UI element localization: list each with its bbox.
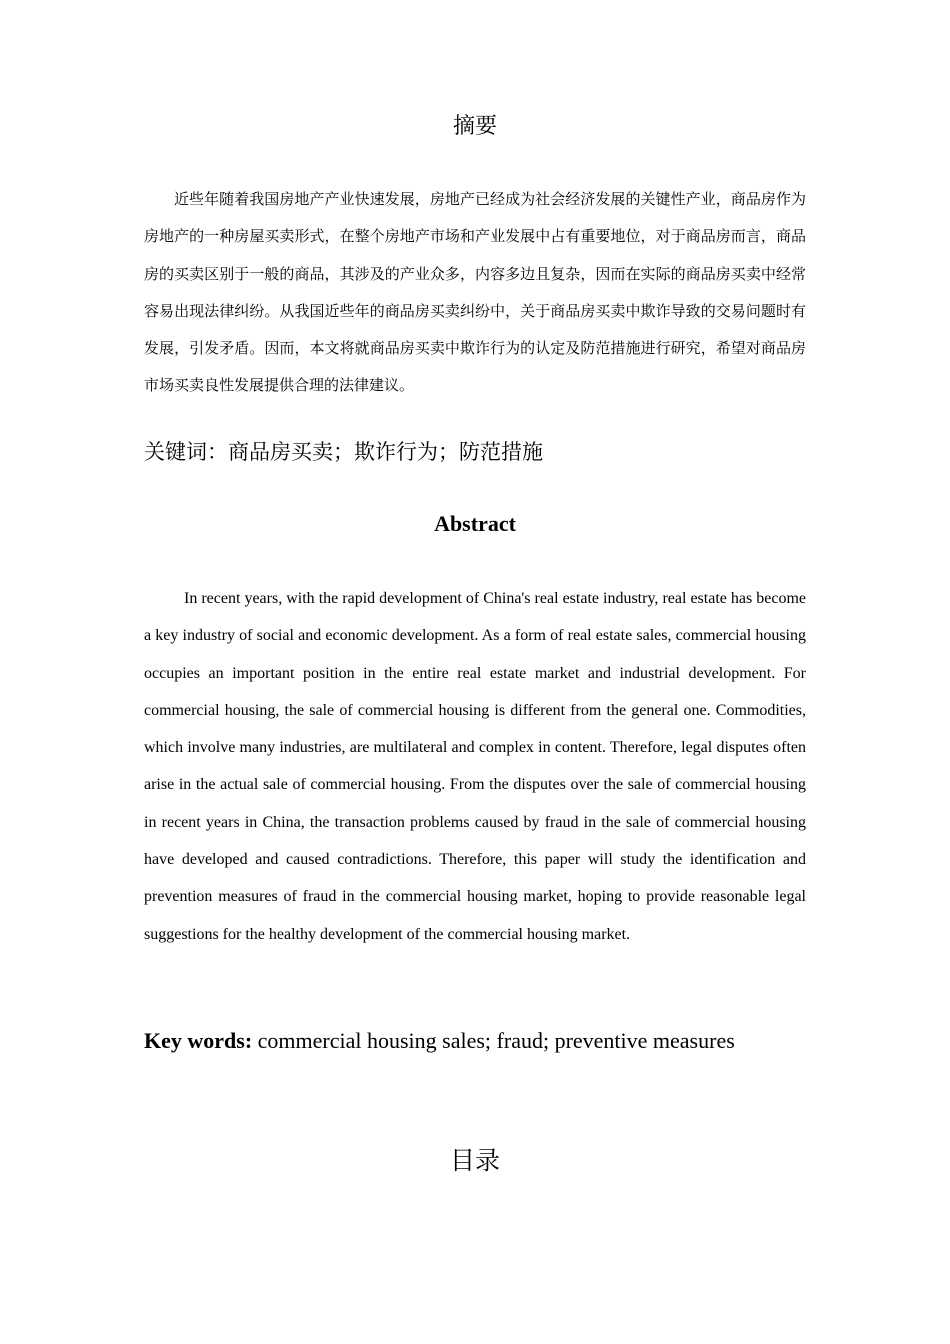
keywords-cn — [144, 436, 806, 468]
abstract-cn-title: 摘要 — [452, 114, 497, 139]
abstract-cn-body: 近些年随着我国房地产产业快速发展，房地产已经成为社会经济发展的关键性产业，商品房作为房地产的一种房屋买卖形式，在整个房地产市场和产业发展中占有重要地位，对于商品房而言，商品房的买卖区别于一般的商品，其涉及的产业众多，内容多边且复杂，因而在实际的商品房买卖中经常容易出现法律纠纷。从我国近些年的商品房买卖纠纷中，关于商品房买卖中欺诈导致的交易问题时有发展，引发矛盾。因而，本文将就商品房买卖中欺诈行为的认定及防范措施进行研究，希望对商品房市场买卖良性发展提供合理的法律建议。 — [144, 190, 806, 395]
keywords-en-label: Key words: — [144, 1028, 253, 1053]
keywords-en-values: commercial housing sales; fraud; preventive measures — [257, 1028, 735, 1053]
keywords-en — [144, 1024, 806, 1058]
abstract-en-title: Abstract — [434, 511, 516, 536]
keywords-cn-values: 商品房买卖；欺诈行为；防范措施 — [228, 440, 543, 464]
toc-title: 目录 — [449, 1146, 500, 1175]
keywords-cn-label: 关键词： — [144, 440, 228, 464]
abstract-en-body: In recent years, with the rapid development of China's real estate industry, real estate has become a key industry of social and economic development. As a form of real estate sales, commercial housing occupies an important position in the entire real estate market and industrial development. For commercial housing, the sale of commercial housing is different from the general one. Commodities, which involve many industries, are multilateral and complex in content. Therefore, legal disputes often arise in the actual sale of commercial housing. From the disputes over the sale of commercial housing in recent years in China, the transaction problems caused by fraud in the sale of commercial housing have developed and caused contradictions. Therefore, this paper will study the identification and prevention measures of fraud in the commercial housing market, hoping to provide reasonable legal suggestions for the healthy development of the commercial housing market. — [144, 590, 806, 943]
